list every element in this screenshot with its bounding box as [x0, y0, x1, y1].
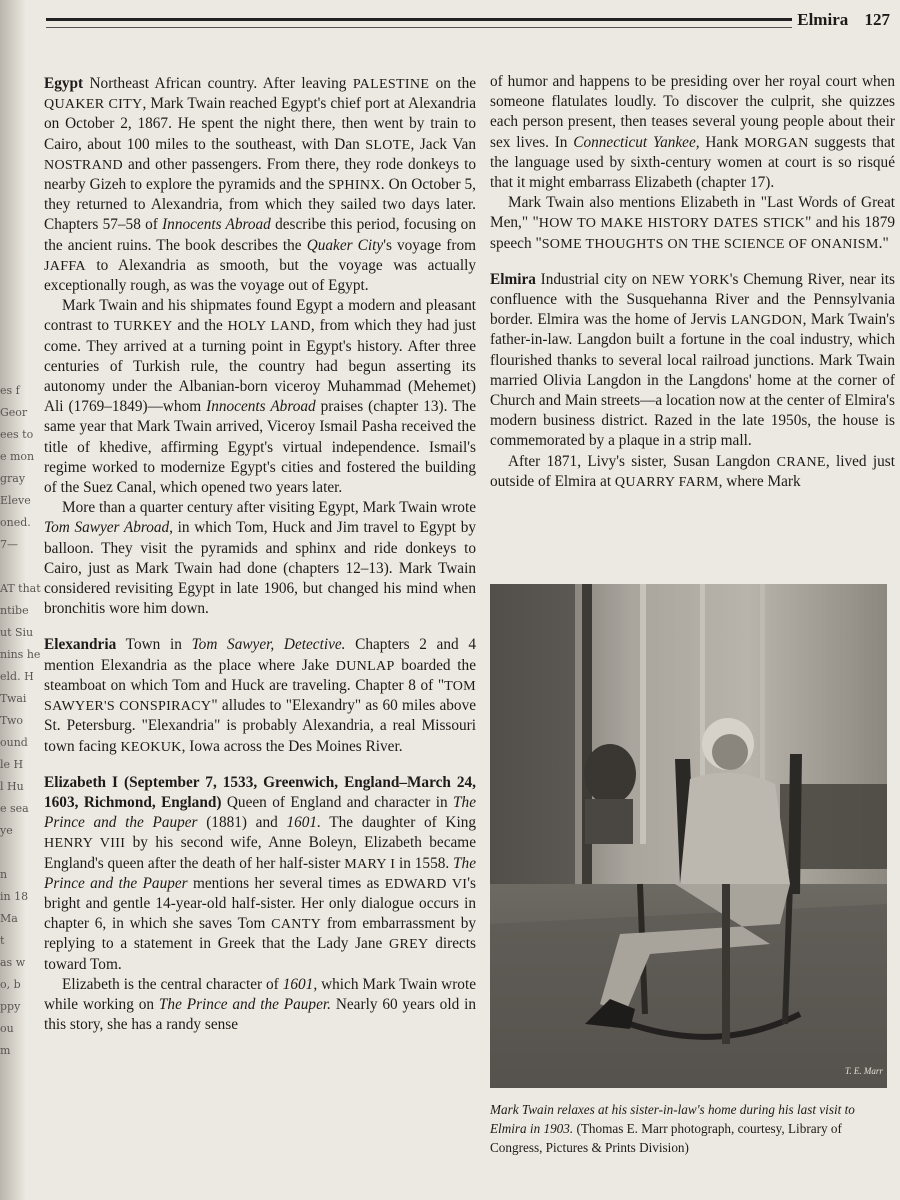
text-run: mentions her several times as — [187, 874, 385, 892]
cross-reference: MORGAN — [744, 134, 809, 151]
urn-planter — [584, 744, 636, 804]
bleed-fragment: ou — [0, 1022, 14, 1035]
cross-reference: TURKEY — [113, 318, 173, 335]
bleed-fragment: es f — [0, 384, 20, 397]
work-title: Innocents Abroad — [162, 216, 271, 234]
text-run: 's voyage from — [383, 236, 477, 254]
text-run: , Jack Van — [410, 135, 476, 153]
cross-reference: TOM SAWYER'S CONSPIRACY — [44, 677, 476, 715]
bleed-fragment: nins he — [0, 648, 41, 661]
text-run: and other passengers. From there, they rode donkeys to nearby Gizeh to explore the pyramids and the — [44, 155, 476, 194]
header-rule — [46, 18, 792, 21]
bleed-fragment: Two — [0, 714, 23, 727]
facing-page-bleed — [0, 380, 41, 1140]
text-run: in which Tom, Huck and Jim travel to Egypt by balloon. They visit the pyramids and sphinx and ride donkeys to Cairo, just as Mark Twain had done (chapters 12–13). Mark Twain considered revisiting Egypt in late 1906, but changed his mind when bronchitis wore him down. — [44, 519, 476, 618]
text-run: , Iowa across the Des Moines River. — [181, 737, 403, 755]
bleed-fragment: ound — [0, 736, 28, 749]
entry-egypt — [44, 74, 476, 619]
text-run: , Mark Twain reached Egypt's chief port at Alexandria on October 2, 1867. He spent the night there, then went by train to Cairo, about 100 miles to the southeast, with Dan — [44, 95, 476, 153]
text-run: 's Chemung River, near its confluence with the Susquehanna River and the Pennsylvania border. Elmira was the home of Jervis — [490, 270, 895, 329]
cross-reference: NEW YORK — [651, 271, 730, 288]
cross-reference: EDWARD VI — [384, 875, 468, 892]
text-run: on the — [429, 75, 477, 92]
text-run: by his second wife, Anne Boleyn, Elizabeth became England's queen after the death of her half-sister — [44, 834, 476, 872]
bleed-fragment: ut Siu — [0, 626, 34, 639]
bleed-fragment: oned. — [0, 516, 31, 529]
text-run: The daughter of King — [320, 814, 477, 832]
text-run: " alludes to "Elexandry" as 60 miles above St. Petersburg. "Elexandria" is probably Alexandria, a real Missouri town facing — [44, 697, 477, 755]
bleed-fragment: AT that — [0, 582, 41, 595]
running-head — [785, 10, 890, 30]
text-run: Elizabeth is the central character of — [62, 975, 283, 993]
text-run: Northeast African country. After leaving — [83, 75, 353, 92]
cross-reference: NOSTRAND — [44, 156, 123, 173]
work-title: Quaker City — [306, 236, 384, 254]
bleed-fragment: t — [0, 934, 5, 947]
text-run: directs toward Tom. — [44, 935, 476, 973]
cross-reference: KEOKUK — [120, 738, 182, 755]
text-run: and the — [172, 317, 228, 335]
work-title: Connecticut Yankee, — [573, 133, 700, 151]
bleed-fragment: ppy — [0, 1000, 21, 1013]
bleed-fragment: as w — [0, 956, 26, 969]
text-run: , Mark Twain's father-in-law. Langdon built a fortune in the coal industry, which flourished thanks to several local railroad junctions. Mark Twain married Olivia Langdon in the Langdons' home at the corner of Church and Main streets—a location now at the center of Elmira's modern business district. Razed in the late 1950s, the house is commemorated by a plaque in a strip mall. — [490, 311, 895, 450]
bleed-fragment — [0, 556, 22, 578]
figure-caption — [490, 1100, 885, 1157]
text-run: to Alexandria as smooth, but the voyage was actually exceptionally rough, as was the voyage out of Egypt. — [44, 256, 476, 295]
text-run: which Mark Twain wrote while working on — [44, 975, 476, 1013]
bleed-fragment: ees to — [0, 428, 34, 441]
cross-reference: HENRY VIII — [44, 835, 126, 852]
bleed-fragment: eld. H — [0, 670, 34, 683]
text-run: praises (chapter 13). The same year that Mark Twain arrived, Viceroy Ismail Pasha received the title of khedive, affirming Egypt's virtual independence. Ismail's regime worked to modernize Egypt's cities and fostered the building of the Suez Canal, which opened two years later. — [44, 398, 476, 497]
running-head-title: Elmira — [797, 10, 849, 29]
text-run: Chapters 2 and 4 mention Elexandria as the place where Jake — [44, 636, 476, 674]
text-run: , lived just outside of Elmira at — [490, 452, 895, 490]
cross-reference: GREY — [389, 936, 429, 953]
entry-headword: Elizabeth I (September 7, 1533, Greenwich, England–March 24, 1603, Richmond, England) — [44, 773, 476, 811]
cross-reference: JAFFA — [44, 257, 86, 274]
bleed-fragment — [0, 842, 22, 864]
left-column — [44, 74, 476, 1035]
entry-elizabeth — [44, 773, 476, 1036]
cross-reference: LANGDON — [730, 312, 803, 329]
text-run: . On October 5, they returned to Alexandria, from which they sailed two days later. Chapters 57–58 of — [44, 176, 476, 234]
paragraph — [44, 773, 476, 975]
bleed-fragment: e sea — [0, 802, 29, 815]
bleed-fragment: o, b — [0, 978, 21, 991]
text-run: Queen of England and character in — [221, 793, 454, 811]
work-title: The Prince and the Pauper — [44, 854, 476, 892]
bleed-fragment: Geor — [0, 406, 28, 419]
bleed-fragment: ye — [0, 824, 13, 837]
bleed-fragment: le H — [0, 758, 24, 771]
text-run: Town in — [116, 636, 192, 654]
text-run: in 1558. — [395, 854, 454, 872]
cross-reference: HOW TO MAKE HISTORY DATES STICK — [538, 215, 806, 232]
paragraph — [490, 452, 895, 492]
cross-reference: QUAKER CITY — [44, 96, 143, 113]
cross-reference: MARY I — [344, 855, 396, 872]
foliage — [490, 584, 575, 914]
cross-reference: HOLY LAND — [227, 318, 311, 335]
cross-reference: PALESTINE — [352, 76, 430, 92]
white-suit — [680, 773, 790, 894]
photographer-signature: T. E. Marr — [845, 1066, 883, 1076]
work-title: The Prince and the Pauper — [44, 793, 476, 832]
work-title: 1601, — [282, 975, 318, 993]
bleed-fragment: Eleve — [0, 494, 31, 507]
caption-text: Mark Twain relaxes at his sister-in-law's home during his last visit to Elmira in 1903. — [490, 1102, 855, 1136]
work-title: Tom Sawyer, Detective. — [191, 636, 346, 654]
text-run: of humor and happens to be presiding over her royal court when someone flatulates loudly. To discover the culprit, she quizzes each person present, then teases several young people about their sex lives. In — [490, 73, 895, 151]
cross-reference: DUNLAP — [335, 657, 395, 674]
cross-reference: SOME THOUGHTS ON THE SCIENCE OF ONANISM — [541, 235, 879, 252]
text-run: Industrial city on — [535, 270, 652, 288]
text-run: , from which they had just come. They arrived at a turning point in Egypt's history. After three centuries of Turkish rule, the country had begun asserting its autonomy under the Albanian-born viceroy Muhammad (Mehemet) Ali (1769–1849)—whom — [44, 317, 476, 416]
entry-headword: Elexandria — [44, 636, 117, 654]
paragraph — [44, 975, 476, 1036]
entry-elexandria — [44, 635, 476, 756]
text-run: describe this period, focusing on the ancient ruins. The book describes the — [44, 216, 476, 254]
paragraph — [44, 296, 476, 498]
paragraph — [490, 193, 895, 254]
text-run: Mark Twain also mentions Elizabeth in "Last Words of Great Men," " — [490, 194, 895, 232]
cross-reference: SLOTE — [365, 136, 411, 153]
entry-elmira — [490, 270, 895, 492]
work-title: The Prince and the Pauper. — [158, 995, 331, 1013]
bleed-fragment: Ma — [0, 912, 18, 925]
caption-credit: (Thomas E. Marr photograph, courtesy, Library of Congress, Pictures & Prints Division) — [490, 1121, 842, 1155]
page-number: 127 — [864, 10, 890, 29]
mark-twain-photograph — [490, 584, 887, 1088]
cross-reference: CANTY — [271, 916, 322, 933]
cross-reference: SPHINX — [328, 177, 381, 194]
text-run: 's bright and gentle 14-year-old half-sister. Her only dialogue occurs in chapter 6, in which she saves Tom — [44, 874, 476, 933]
text-run: " and his 1879 speech " — [490, 214, 896, 252]
text-run: More than a quarter century after visiting Egypt, Mark Twain wrote — [62, 499, 476, 517]
paragraph — [44, 635, 476, 756]
text-run: from embarrassment by replying to a statement in Greek that the Lady Jane — [44, 915, 476, 953]
text-run: Mark Twain and his shipmates found Egypt a modern and pleasant contrast to — [44, 297, 476, 335]
cross-reference: QUARRY FARM — [614, 473, 719, 490]
bleed-fragment: e mon — [0, 450, 35, 463]
text-run: Nearly 60 years old in this story, she has a randy sense — [44, 995, 477, 1034]
paragraph — [490, 270, 895, 452]
cross-reference: CRANE — [776, 453, 826, 470]
work-title: 1601. — [286, 814, 321, 832]
paragraph — [490, 72, 895, 193]
entry-headword: Egypt — [44, 75, 84, 92]
bleed-fragment: n — [0, 868, 8, 881]
header-rule-thin — [46, 27, 792, 28]
work-title: Innocents Abroad — [206, 398, 316, 416]
work-title: Tom Sawyer Abroad, — [44, 519, 173, 537]
paragraph — [44, 74, 476, 296]
text-run: After 1871, Livy's sister, Susan Langdon — [508, 452, 777, 470]
bleed-fragment: l Hu — [0, 780, 24, 793]
text-run: ." — [878, 234, 889, 252]
right-column — [490, 72, 895, 492]
walking-cane — [722, 884, 730, 1044]
entry-headword: Elmira — [490, 270, 536, 288]
bleed-fragment: Twai — [0, 692, 27, 705]
text-run: (1881) and — [197, 814, 287, 832]
text-run: boarded the steamboat on which Tom and Huck are traveling. Chapter 8 of " — [44, 656, 476, 694]
bleed-fragment: 7— — [0, 538, 18, 551]
text-run: suggests that the language used by sixth-century women at court is so risqué that it might embarrass Elizabeth (chapter 17). — [490, 133, 895, 192]
bleed-fragment: m — [0, 1044, 11, 1057]
bleed-fragment: ntibe — [0, 604, 29, 617]
paragraph — [44, 498, 476, 619]
bleed-fragment: gray — [0, 472, 26, 485]
photo-illustration — [490, 584, 887, 1088]
text-run: , where Mark — [718, 472, 801, 490]
entry-elizabeth-cont — [490, 72, 895, 254]
bleed-fragment: in 18 — [0, 890, 29, 903]
text-run: Hank — [699, 133, 745, 151]
